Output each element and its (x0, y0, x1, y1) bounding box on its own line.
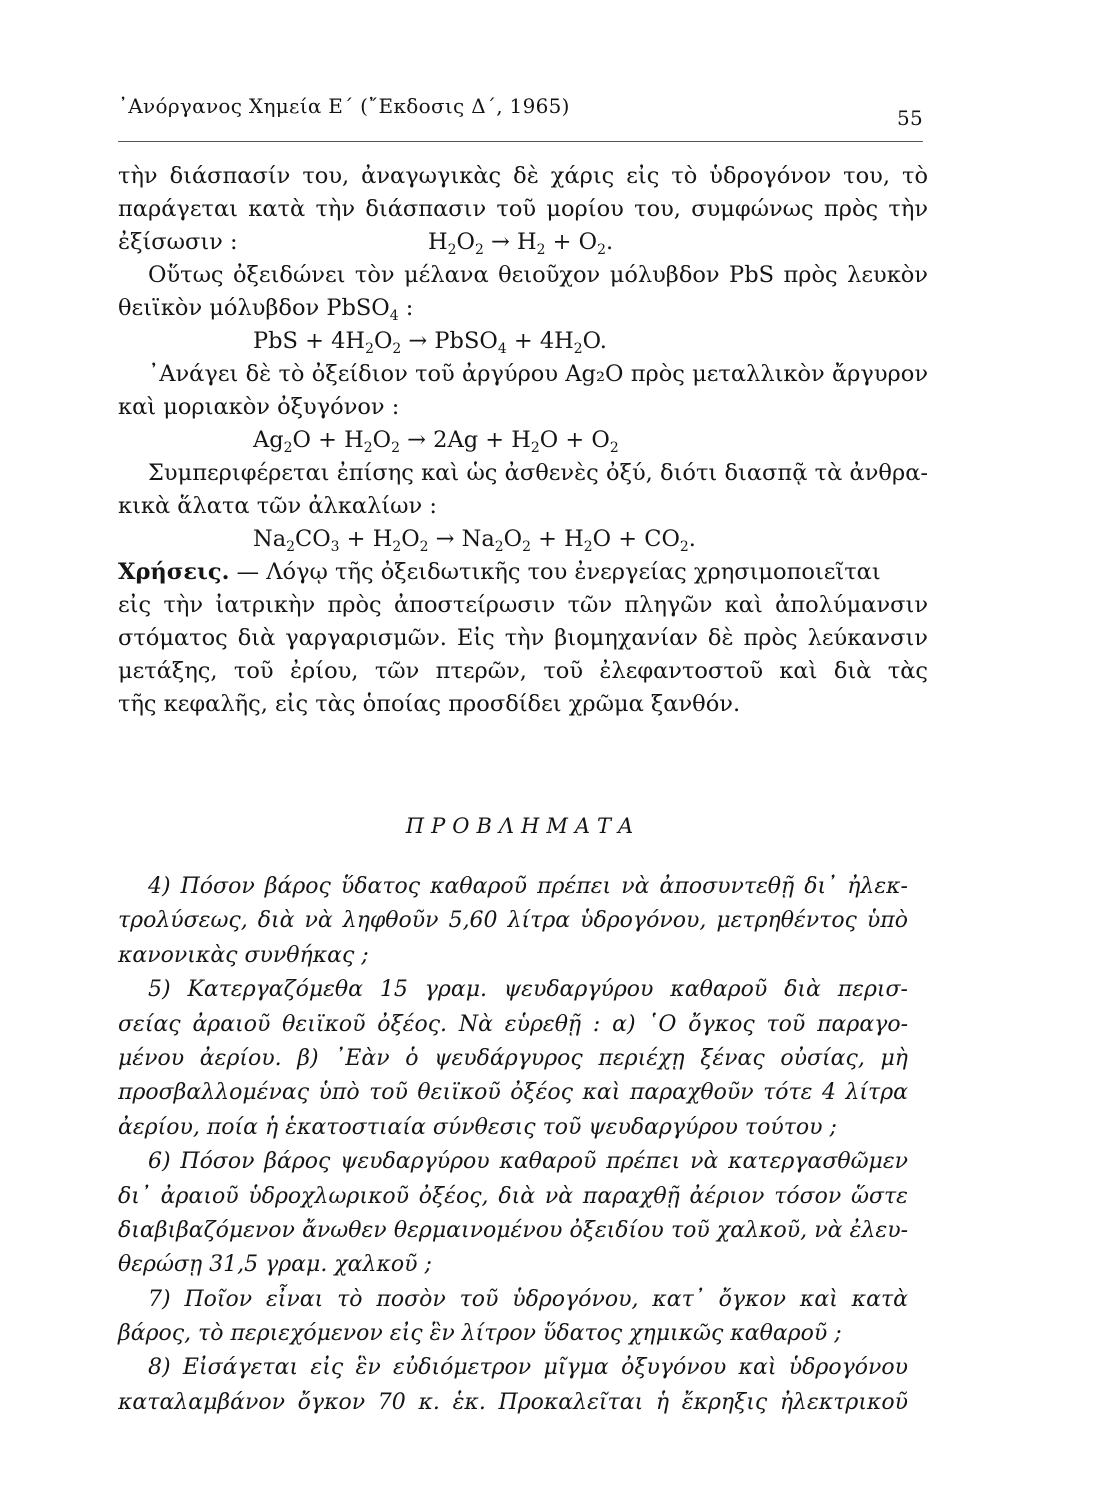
subscript: 2 (573, 340, 583, 357)
subscript: 2 (391, 439, 400, 456)
subscript: 2 (597, 241, 606, 258)
header-rule (118, 141, 923, 142)
equation-pbs-oxidation (118, 325, 928, 358)
formula-text: Ag (253, 427, 284, 453)
formula-text: + O (545, 229, 598, 255)
formula-text: O (373, 328, 393, 354)
text-line: ᾿Ανάγει δὲ τὸ ὀξείδιον τοῦ ἀργύρου Ag₂O πρὸς μεταλλικὸν ἄργυρον (148, 361, 928, 387)
formula-text: CO (294, 526, 331, 552)
subscript: 4 (497, 340, 507, 357)
problem-line: καταλαμβάνον ὄγκον 70 κ. ἑκ. Προκαλεῖται ἡ ἔκρηξις ἠλεκτρικοῦ (118, 1389, 908, 1415)
formula-text: O + O (539, 427, 610, 453)
formula-text: + H (339, 526, 393, 552)
problem-line: μένου ἀερίου. β) ᾿Εὰν ὁ ψευδάργυρος περιέχῃ ξένας οὐσίας, μὴ (118, 1045, 908, 1071)
formula-pbso4 (326, 295, 414, 324)
text-fragment: θειϊκὸν μόλυβδον (118, 295, 320, 321)
subscript: 2 (679, 538, 689, 555)
formula-text: . (688, 526, 696, 552)
equation-h2o2-decomposition (428, 226, 613, 259)
uses-paragraph-start (118, 556, 928, 589)
text-line: μετάξης, τοῦ ἐρίου, τῶν πτερῶν, τοῦ ἐλεφαντοστοῦ καὶ διὰ τὰς (118, 658, 928, 684)
text-line: στόματος διὰ γαργαρισμῶν. Εἰς τὴν βιομηχανίαν δὲ πρὸς λεύκανσιν (118, 625, 928, 651)
uses-label: Χρήσεις. (118, 559, 230, 585)
text-line: παράγεται κατὰ τὴν διάσπασιν τοῦ μορίου του, συμφώνως πρὸς τὴν (118, 196, 928, 222)
formula-text: O + H (292, 427, 364, 453)
subscript: 2 (419, 538, 429, 555)
subscript: 2 (286, 538, 295, 555)
book-title: ᾿Ανόργανος Χημεία Ε΄ (῎Εκδοσις Δ΄, 1965) (118, 94, 570, 118)
text-fragment: — Λόγῳ τῆς ὀξειδωτικῆς του ἐνεργείας χρησιμοποιεῖται (236, 559, 881, 585)
subscript: 4 (389, 307, 399, 324)
formula-text: → 2Ag + H (399, 427, 531, 453)
text-line: καὶ μοριακὸν ὀξυγόνον : (118, 394, 400, 420)
subscript: 2 (583, 538, 593, 555)
text-line: Οὕτως ὀξειδώνει τὸν μέλανα θειοῦχον μόλυβδον PbS πρὸς λευκὸν (148, 262, 928, 288)
main-text (118, 160, 928, 721)
subscript: 2 (522, 538, 531, 555)
formula-text: PbS + 4H (253, 328, 366, 354)
text-line (118, 292, 928, 325)
running-header (118, 92, 923, 132)
text-line: κικὰ ἅλατα τῶν ἀλκαλίων : (118, 493, 437, 519)
text-line: εἰς τὴν ἰατρικὴν πρὸς ἀποστείρωσιν τῶν πληγῶν καὶ ἀπολύμανσιν (118, 592, 928, 618)
formula-text: O (503, 526, 523, 552)
problems-list (118, 870, 908, 1420)
problem-line: 5) Κατεργαζόμεθα 15 γραμ. ψευδαργύρου καθαροῦ διὰ περισ- (148, 977, 908, 1003)
subscript: 2 (447, 241, 457, 258)
formula-text: + 4H (506, 328, 574, 354)
problem-line: σείας ἀραιοῦ θειϊκοῦ ὀξέος. Νὰ εὑρεθῇ : α) ῾Ο ὄγκος τοῦ παραγο- (118, 1011, 908, 1037)
subscript: 2 (365, 340, 374, 357)
subscript: 2 (474, 241, 484, 258)
formula-text: PbSO (326, 295, 390, 321)
problem-line: 4) Πόσον βάρος ὕδατος καθαροῦ πρέπει νὰ ἀποσυντεθῇ δι᾿ ἠλεκ- (148, 874, 908, 899)
formula-text: → H (483, 229, 537, 255)
equation-carbonate (118, 523, 928, 556)
formula-text: O + CO (592, 526, 680, 552)
problem-line: 6) Πόσον βάρος ψευδαργύρου καθαροῦ πρέπει νὰ κατεργασθῶμεν (148, 1149, 908, 1175)
text-fragment: ἐξίσωσιν : (118, 229, 238, 255)
formula-text: : (398, 295, 414, 321)
subscript: 2 (609, 439, 619, 456)
formula-text: → PbSO (401, 328, 498, 354)
formula-text: O. (582, 328, 607, 354)
subscript: 2 (283, 439, 293, 456)
formula-text: Na (253, 526, 287, 552)
formula-text: H (428, 229, 448, 255)
problem-line: θερώσῃ 31,5 γραμ. χαλκοῦ ; (118, 1252, 432, 1278)
equation-line (118, 226, 928, 259)
page-number: 55 (896, 106, 923, 130)
formula-text: O (372, 427, 392, 453)
formula-text: → Na (428, 526, 495, 552)
formula-text: + H (530, 526, 584, 552)
problems-heading: ΠΡΟΒΛΗΜΑΤΑ (405, 814, 641, 838)
problem-line: βάρος, τὸ περιεχόμενον εἰς ἓν λίτρον ὕδατος χημικῶς καθαροῦ ; (118, 1321, 842, 1347)
problem-line: 7) Ποῖον εἶναι τὸ ποσὸν τοῦ ὑδρογόνου, κατ᾿ ὄγκον καὶ κατὰ (148, 1286, 908, 1312)
subscript: 3 (330, 538, 340, 555)
subscript: 2 (363, 439, 373, 456)
formula-text: . (605, 229, 614, 255)
subscript: 2 (392, 538, 402, 555)
problem-line: διαβιβαζόμενον ἄνωθεν θερμαινομένου ὀξειδίου τοῦ χαλκοῦ, νὰ ἐλευ- (118, 1217, 908, 1243)
formula-text: O (456, 229, 475, 255)
subscript: 2 (530, 439, 540, 456)
text-line: τῆς κεφαλῆς, εἰς τὰς ὁποίας προσδίδει χρῶμα ξανθόν. (118, 691, 741, 717)
subscript: 2 (494, 538, 504, 555)
formula-text: O (401, 526, 420, 552)
problem-line: προσβαλλομένας ὑπὸ τοῦ θειϊκοῦ ὀξέος καὶ παραχθοῦν τότε 4 λίτρα (118, 1080, 908, 1106)
problem-line: ἀερίου, ποία ἡ ἑκατοστιαία σύνθεσις τοῦ ψευδαργύρου τούτου ; (118, 1114, 837, 1140)
text-line: Συμπεριφέρεται ἐπίσης καὶ ὡς ἀσθενὲς ὀξύ, διότι διασπᾷ τὰ ἀνθρα- (148, 460, 928, 486)
problem-line: τρολύσεως, διὰ νὰ ληφθοῦν 5,60 λίτρα ὑδρογόνου, μετρηθέντος ὑπὸ (118, 908, 908, 934)
equation-ag2o-reduction (118, 424, 928, 457)
subscript: 2 (536, 241, 546, 258)
problem-line: 8) Εἰσάγεται εἰς ἓν εὐδιόμετρον μῖγμα ὀξυγόνου καὶ ὑδρογόνου (148, 1355, 908, 1381)
subscript: 2 (392, 340, 402, 357)
problem-line: κανονικὰς συνθήκας ; (118, 942, 369, 968)
text-line: τὴν διάσπασίν του, ἀναγωγικὰς δὲ χάρις εἰς τὸ ὑδρογόνον του, τὸ (118, 163, 928, 189)
problem-line: δι᾿ ἀραιοῦ ὑδροχλωρικοῦ ὀξέος, διὰ νὰ παραχθῇ ἀέριον τόσον ὥστε (118, 1183, 908, 1209)
